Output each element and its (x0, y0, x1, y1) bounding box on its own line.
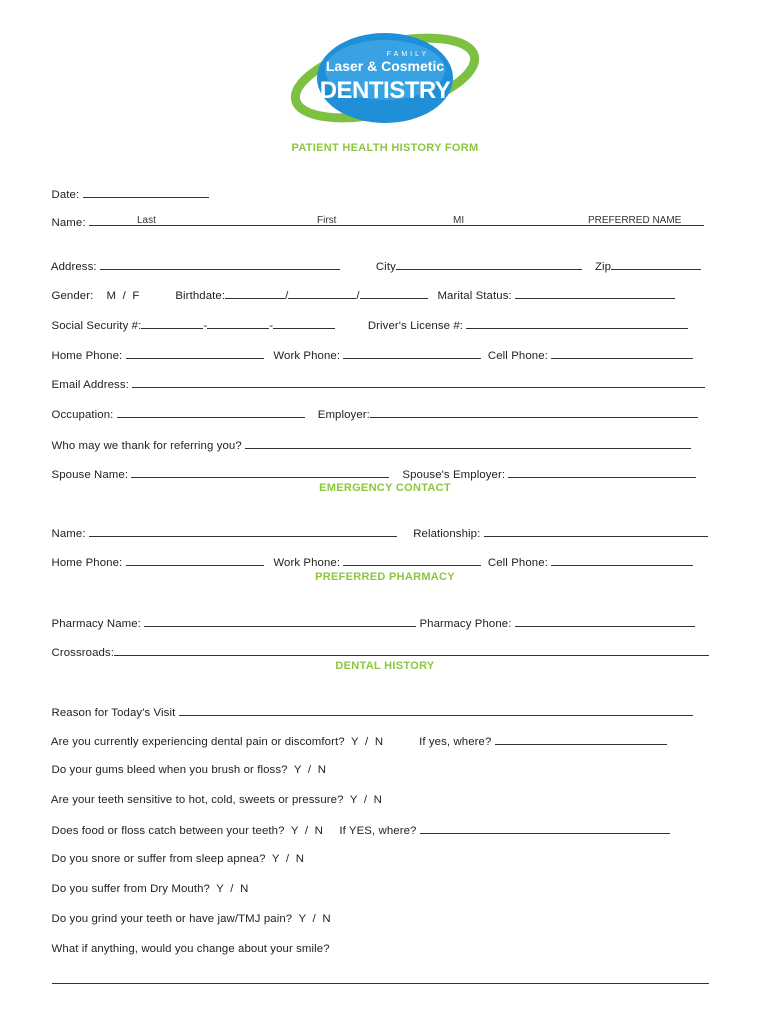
name-label: Name: (51, 217, 86, 229)
grind-question: Do you grind your teeth or have jaw/TMJ pain? (51, 913, 293, 925)
gender-options[interactable]: M / F (106, 290, 140, 302)
ssn-dash-1: - (203, 320, 208, 332)
marital-label: Marital Status: (437, 290, 512, 302)
license-label: Driver's License #: (367, 320, 464, 332)
city-label: City (375, 261, 396, 273)
phone-row (45, 333, 693, 363)
emergency-name-row (45, 511, 708, 541)
date-row (45, 172, 209, 202)
pain-where-label: If yes, where? (419, 736, 492, 748)
city-field[interactable] (396, 258, 582, 270)
spouse-employer-field[interactable] (508, 466, 696, 478)
grind-row (45, 898, 331, 926)
gums-question: Do your gums bleed when you brush or floss? (51, 764, 288, 776)
pharmacy-heading: PREFERRED PHARMACY (315, 571, 455, 583)
referral-label: Who may we thank for referring you? (51, 440, 242, 452)
emergency-home-label: Home Phone: (51, 557, 123, 569)
occupation-field[interactable] (117, 406, 305, 418)
form-title: PATIENT HEALTH HISTORY FORM (291, 142, 479, 154)
emergency-heading: EMERGENCY CONTACT (319, 482, 451, 494)
ssn-field-1[interactable] (141, 317, 203, 329)
smile-question: What if anything, would you change about your smile? (51, 943, 330, 955)
zip-field[interactable] (611, 258, 701, 270)
address-label: Address: (50, 261, 97, 273)
pharmacy-name-field[interactable] (144, 615, 416, 627)
smile-row (45, 928, 330, 956)
cell-phone-label: Cell Phone: (487, 350, 548, 362)
home-phone-label: Home Phone: (51, 350, 123, 362)
spouse-row (45, 452, 696, 482)
reason-field[interactable] (179, 704, 693, 716)
birthdate-label: Birthdate: (175, 290, 226, 302)
cell-phone-field[interactable] (551, 347, 693, 359)
referral-field[interactable] (245, 437, 691, 449)
birth-year-field[interactable] (360, 287, 428, 299)
emergency-work-label: Work Phone: (273, 557, 341, 569)
employer-field[interactable] (370, 406, 698, 418)
spouse-name-field[interactable] (131, 466, 389, 478)
emergency-name-label: Name: (51, 528, 86, 540)
birth-slash-1: / (285, 290, 289, 302)
work-phone-label: Work Phone: (273, 350, 341, 362)
email-label: Email Address: (51, 379, 129, 391)
date-label: Date: (51, 189, 80, 201)
license-field[interactable] (466, 317, 688, 329)
sensitive-row (45, 779, 382, 807)
pain-yn[interactable]: Y / N (351, 736, 384, 748)
snore-yn[interactable]: Y / N (271, 853, 305, 865)
emergency-phone-row (45, 540, 693, 570)
logo-line2: DENTISTRY (319, 77, 451, 104)
crossroads-row (45, 630, 709, 660)
logo-line1: Laser & Cosmetic (325, 58, 445, 74)
reason-row (45, 690, 693, 720)
gender-label: Gender: (51, 290, 94, 302)
home-phone-field[interactable] (126, 347, 264, 359)
grind-yn[interactable]: Y / N (298, 913, 331, 925)
birth-month-field[interactable] (225, 287, 285, 299)
name-sub-last: Last (137, 215, 156, 226)
food-row (45, 808, 670, 838)
gender-row (45, 273, 675, 303)
snore-question: Do you snore or suffer from sleep apnea? (51, 853, 266, 865)
ssn-row (45, 303, 688, 333)
pain-where-field[interactable] (495, 733, 667, 745)
pharmacy-phone-label: Pharmacy Phone: (419, 618, 512, 630)
emergency-name-field[interactable] (89, 525, 397, 537)
food-where-field[interactable] (420, 822, 670, 834)
sensitive-question: Are your teeth sensitive to hot, cold, sweets or pressure? (50, 794, 344, 806)
birth-day-field[interactable] (288, 287, 356, 299)
relationship-label: Relationship: (413, 528, 481, 540)
sensitive-yn[interactable]: Y / N (349, 794, 382, 806)
ssn-field-2[interactable] (207, 317, 269, 329)
emergency-cell-label: Cell Phone: (487, 557, 548, 569)
crossroads-field[interactable] (114, 644, 709, 656)
dental-heading: DENTAL HISTORY (335, 660, 435, 672)
employer-label: Employer: (317, 409, 370, 421)
date-field[interactable] (83, 186, 209, 198)
snore-row (45, 838, 304, 866)
email-field[interactable] (132, 376, 705, 388)
relationship-field[interactable] (484, 525, 708, 537)
marital-field[interactable] (515, 287, 675, 299)
pain-question: Are you currently experiencing dental pain or discomfort? (50, 736, 345, 748)
spouse-name-label: Spouse Name: (51, 469, 129, 481)
gums-row (45, 749, 326, 777)
gums-yn[interactable]: Y / N (293, 764, 327, 776)
name-sub-preferred: PREFERRED NAME (588, 215, 682, 226)
emergency-cell-field[interactable] (551, 554, 693, 566)
dry-mouth-question: Do you suffer from Dry Mouth? (51, 883, 210, 895)
ssn-dash-2: - (269, 320, 274, 332)
pharmacy-name-label: Pharmacy Name: (51, 618, 141, 630)
pharmacy-phone-field[interactable] (515, 615, 695, 627)
spouse-employer-label: Spouse's Employer: (402, 469, 506, 481)
reason-label: Reason for Today's Visit (51, 707, 176, 719)
emergency-home-field[interactable] (126, 554, 264, 566)
food-question: Does food or floss catch between your teeth? (51, 825, 285, 837)
ssn-label: Social Security #: (51, 320, 142, 332)
work-phone-field[interactable] (343, 347, 481, 359)
email-row (45, 362, 705, 392)
smile-answer-field[interactable] (52, 972, 709, 984)
food-where-label: If YES, where? (339, 825, 417, 837)
dry-mouth-yn[interactable]: Y / N (216, 883, 249, 895)
food-yn[interactable]: Y / N (290, 825, 323, 837)
dry-mouth-row (45, 868, 248, 896)
pharmacy-row (45, 601, 695, 631)
name-sub-mi: MI (453, 215, 465, 226)
zip-label: Zip (594, 261, 612, 273)
crossroads-label: Crossroads: (51, 647, 115, 659)
name-sub-first: First (317, 215, 337, 226)
dentistry-logo (290, 26, 480, 130)
address-field[interactable] (100, 258, 340, 270)
smile-answer-row (45, 958, 709, 988)
pain-row (45, 719, 667, 749)
emergency-work-field[interactable] (343, 554, 481, 566)
referral-row (45, 423, 691, 453)
occupation-row (45, 392, 698, 422)
birth-slash-2: / (356, 290, 360, 302)
occupation-label: Occupation: (51, 409, 114, 421)
address-row (45, 244, 701, 274)
ssn-field-3[interactable] (273, 317, 335, 329)
logo-family: FAMILY (386, 51, 430, 58)
